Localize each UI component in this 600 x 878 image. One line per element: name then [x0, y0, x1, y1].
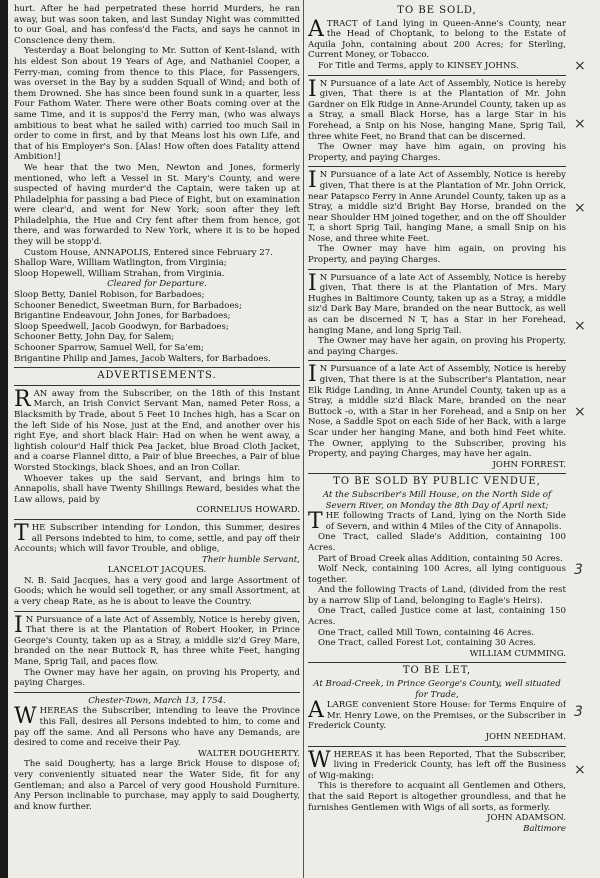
drop-cap: W [308, 747, 331, 773]
vendue-item: Part of Broad Creek alias Addition, containing 50 Acres. [318, 553, 563, 564]
tract-text: TRACT of Land lying in Queen-Anne's County, near the Head of Choptank, to belong to the Estate of Aquila John, containing about 200 Acres; for Sterling, Current Money, or Tobacco. [308, 18, 566, 61]
ad-rule [308, 75, 566, 76]
left-column [14, 4, 300, 812]
notice-owner: The Owner may have him again, on proving his Property, and paying Charges. [308, 142, 566, 163]
ad-rule [308, 360, 566, 361]
dougherty-advertisement [14, 696, 300, 813]
cleared-vessel: Brigantine Endeavour, John Jones, for Barbadoes; [14, 311, 231, 322]
handwritten-tick-mark: 3 [574, 562, 583, 578]
notice-text: N Pursuance of a late Act of Assembly, Notice is hereby given, That there is at the Plantation of Mr. John Gardner on Elk Ridge in Anne-Arundel County, taken up as a Stray, a small Black Horse, has a large Star in his Forehead, a Snip on his Nose, hanging Mane, Sprig Tail, three white Feet, no Brand that can be discerned. [308, 78, 566, 142]
handwritten-tick-mark: × [574, 318, 586, 334]
vendue-heading: TO BE SOLD BY PUBLIC VENDUE, [333, 476, 541, 488]
runaway-reward: Whoever takes up the said Servant, and brings him to Annapolis, shall have Twenty Shillings Reward, besides what the Law allows, paid by [14, 473, 300, 505]
tract-advertisement [308, 16, 566, 72]
dougherty-signer: WALTER DOUGHERTY. [198, 748, 300, 759]
notice-signer: JOHN FORREST. [492, 459, 566, 470]
drop-cap: A [308, 16, 324, 42]
entered-vessel: Sloop Hopewell, William Strahan, from Virginia. [14, 268, 225, 279]
dougherty-dateline: Chester-Town, March 13, 1754. [88, 695, 226, 706]
dougherty-text: HEREAS the Subscriber, intending to leave the Province this Fall, desires all Persons indebted to him, to come and pay off the same. And all Persons who have any Demands, are desired to come and receive their Pay. [14, 706, 300, 749]
news-paragraph-1: hurt. After he had perpetrated these horrid Murders, he ran away, but was soon taken, and last Sunday Night was committed to our Goal, and has confess'd the Facts, and says he cannot in Conscience deny them. [14, 4, 300, 46]
ad-rule [308, 746, 566, 747]
cleared-heading: Cleared for Departure. [107, 279, 207, 290]
runaway-text: AN away from the Subscriber, on the 18th of this Instant March, an Irish Convict Servant Man, named Peter Ross, a Blacksmith by Trade, about 5 Feet 10 Inches high, has a Scar on the left Side of his Nose, just at the End, and another over his right Eye, and short black Hair: Had on when he went away, a lightish colour'd Half thick Pea Jacket, blue Broad Cloth Jacket, and a coarse Flannel ditto, a Pair of blue Breeches, a Pair of blue Worsted Stockings, black Shoes, and an Iron Collar. [14, 388, 300, 473]
handwritten-tick-mark: × [574, 762, 586, 778]
entered-vessel: Shallop Ware, William Watlington, from Virginia; [14, 258, 227, 269]
drop-cap: W [14, 704, 37, 730]
jacques-signer: LANCELOT JACQUES. [107, 565, 207, 576]
handwritten-tick-mark: × [574, 58, 586, 74]
cleared-vessel: Schooner Sparrow, Samuel Well, for Sa'em; [14, 343, 204, 353]
tract-tail [308, 61, 566, 72]
ad-rule [308, 662, 566, 663]
notice-text: N Pursuance of a late Act of Assembly, Notice is hereby given, That there is at the Plantation of Mrs. Mary Hughes in Baltimore County, taken up as a Stray, a middle siz'd Dark Bay Mare, branded on the near Buttock, as well as can be discerned N T, has a Star in her Forehead, hanging Mane, and long Sprig Tail. [308, 272, 566, 336]
ad-rule [308, 166, 566, 167]
jacques-advertisement [14, 520, 300, 608]
forrest-notice [308, 364, 566, 470]
adamson-text-2: This is therefore to acquaint all Gentlemen and Others, that the said Report is altogether groundless, and that he furnishes Gentlemen with Wigs of all sorts, as formerly. [308, 781, 566, 813]
handwritten-tick-mark: 3 [574, 704, 583, 720]
to-be-let-advertisement [308, 666, 566, 742]
hooker-owner: The Owner may have her again, on proving his Property, and paying Charges. [14, 667, 300, 689]
cleared-vessel: Brigantine Philip and James, Jacob Walters, for Barbadoes. [14, 353, 271, 364]
orrick-notice [308, 170, 566, 265]
notice-text: N Pursuance of a late Act of Assembly, Notice is hereby given, That there is at the Plantation of Mr. John Orrick, near Patapsco Ferry in Anne Arundel County, taken up as a Stray, a middle siz'd Bright Bay Horse, branded on the near Shoulder HM joined together, and on the off Shoulder T, a short Sprig Tail, hanging Mane, a small Snip on his Nose, and three white Feet. [308, 170, 566, 244]
handwritten-tick-mark: × [574, 116, 586, 132]
section-rule [14, 367, 300, 368]
to-be-let-heading: TO BE LET, [402, 665, 472, 677]
to-be-let-signer: JOHN NEEDHAM. [485, 732, 566, 742]
to-be-let-subheading: At Broad-Creek, in Prince George's County, well situated for Trade, [313, 679, 561, 700]
vendue-subheading: At the Subscriber's Mill House, on the North Side of Severn River, on Monday the 8th Day of April next; [322, 489, 552, 511]
vendue-item: And the following Tracts of Land, (divided from the rest by a narrow Slip of Land, belonging to Eagle's Heirs). [308, 585, 566, 606]
drop-cap: A [308, 698, 324, 724]
vendue-item: Wolf Neck, containing 100 Acres, all lying contiguous together. [308, 564, 566, 585]
cleared-vessel: Sloop Betty, Daniel Robison, for Barbadoes; [14, 290, 205, 301]
news-paragraph-2: Yesterday a Boat belonging to Mr. Sutton of Kent-Island, with his eldest Son about 19 Years of Age, and Nathaniel Cooper, a Ferry-man, coming from thence to this Place, for Passengers, was overset in the Bay by a sudden Squall of Wind; and both of them Drowned. She has since been found sunk in a quarter, less Four Fathom Water. There were other Boats coming over at the same Time, and it is suppos'd the Ferry man, (who was always ambitious to beat what he sailed with) carried too much Sail in order to come in first, and by that Means lost his own Life, and that of his Employer's Son. [Alas! How often does Fatality attend Ambition!] [14, 46, 300, 163]
catchword: Baltimore [523, 823, 566, 834]
right-column [308, 4, 566, 834]
cleared-vessel: Sloop Speedwell, Jacob Goodwyn, for Barbadoes; [14, 321, 229, 332]
cleared-vessel: Schooner Betty, John Day, for Salem; [14, 332, 175, 343]
notice-owner: The Owner may have him again, on proving his Property, and paying Charges. [308, 244, 566, 266]
ad-rule [308, 473, 566, 474]
newspaper-page [8, 0, 600, 878]
tract-signer: KINSEY JOHNS. [447, 60, 519, 71]
tract-tail-text: For Title and Terms, apply to [318, 60, 445, 71]
ad-rule [308, 269, 566, 270]
vendue-item: One Tract, called Justice come at last, containing 150 Acres. [308, 606, 566, 628]
notice-text: N Pursuance of a late Act of Assembly, Notice is hereby given, That there is at the Subscriber's Plantation, near Elk Ridge Landing, in Anne Arundel County, taken up as a Stray, a middle siz'd Black Mare, branded on the near Buttock -o, with a Star in her Forehead, and a Snip on her Nose, a Saddle Spot on each Side of her Back, with a large Scar under her hanging Mane, and both hind Feet white. The Owner, applying to the Subscriber, proving his Property, and paying Charges, may have her again. [308, 364, 566, 460]
advertisements-heading: ADVERTISEMENTS. [97, 370, 217, 382]
drop-cap: I [308, 362, 317, 388]
jacques-nb: N. B. Said Jacques, has a very good and large Assortment of Goods; which he would sell together, or any small Assortment, at a very cheap Rate, as he is about to leave the Country. [14, 575, 300, 608]
to-be-sold-heading: TO BE SOLD, [397, 5, 477, 16]
section-rule [14, 385, 300, 386]
drop-cap: T [14, 520, 29, 546]
vendue-item: One Tract, called Mill Town, containing 46 Acres. [318, 627, 535, 638]
drop-cap: I [14, 612, 23, 638]
ad-rule [14, 692, 300, 693]
hooker-text: N Pursuance of a late Act of Assembly, Notice is hereby given, That there is at the Plantation of Robert Hooker, in Prince George's County, taken up as a Stray, a middle siz'd Grey Mare, branded on the near Buttock R, has three white Feet, hanging Mane, Sprig Tail, and paces flow. [14, 614, 300, 668]
jacques-closing: Their humble Servant, [201, 554, 300, 565]
drop-cap: I [308, 76, 317, 102]
hughes-notice [308, 270, 566, 358]
ad-rule [14, 611, 300, 612]
adamson-advertisement [308, 747, 566, 835]
runaway-advertisement [14, 386, 300, 516]
handwritten-tick-mark: × [574, 200, 586, 216]
custom-house-heading: Custom House, ANNAPOLIS, Entered since February 27. [24, 247, 273, 258]
jacques-text: HE Subscriber intending for London, this Summer, desires all Persons indebted to him, to come, settle, and pay off their Accounts; which will favor Trouble, and oblige, [14, 522, 300, 555]
vendue-text: HE following Tracts of Land, lying on the North Side of Severn, and within 4 Miles of the City of Annapolis. [325, 511, 566, 532]
news-paragraph-3: We hear that the two Men, Newton and Jones, formerly mentioned, who left a Vessel in St. Mary's County, and were suspected of having murder'd the Captain, were taken up at Philadelphia for passing a bad Piece of Eight, but on examination were clear'd, and went for New York; soon after they left Philadelphia, the Hue and Cry fent after them from hence, got there, and was forwarded to New York, where it is to be hoped they will be stopp'd. [14, 162, 300, 248]
vendue-item: One Tract, called Slade's Addition, containing 100 Acres. [308, 532, 566, 553]
adamson-text: HEREAS it has been Reported, That the Subscriber, living in Frederick County, has left off the Business of Wig-making: [308, 749, 566, 781]
dougherty-addendum: The said Dougherty, has a large Brick House to dispose of; very conveniently situated near the Water Side, fit for any Gentleman; and also a Parcel of very good Houshold Furniture. Any Person inclinable to purchase, may apply to said Dougherty, and know further. [14, 759, 300, 812]
adamson-signer: JOHN ADAMSON. [487, 813, 566, 824]
handwritten-tick-mark: × [574, 404, 586, 420]
vendue-item: One Tract, called Forest Lot, containing 30 Acres. [318, 638, 537, 649]
cleared-vessel: Schooner Benedict, Sweetman Burn, for Barbadoes; [14, 300, 242, 311]
drop-cap: T [308, 509, 323, 535]
notice-owner: The Owner may have her again, on proving his Property, and paying Charges. [308, 336, 566, 357]
to-be-let-text: LARGE convenient Store House: for Terms Enquire of Mr. Henry Lowe, on the Premises, or the Subscriber in Frederick County. [308, 700, 566, 732]
gardner-notice [308, 76, 566, 164]
runaway-signer: CORNELIUS HOWARD. [196, 505, 300, 516]
hooker-notice [14, 612, 300, 689]
drop-cap: I [308, 270, 317, 296]
drop-cap: I [308, 168, 317, 194]
vendue-signer: WILLIAM CUMMING. [469, 648, 566, 659]
drop-cap: R [14, 386, 31, 412]
vendue-advertisement [308, 477, 566, 659]
ad-rule [14, 519, 300, 520]
column-divider [303, 0, 304, 878]
